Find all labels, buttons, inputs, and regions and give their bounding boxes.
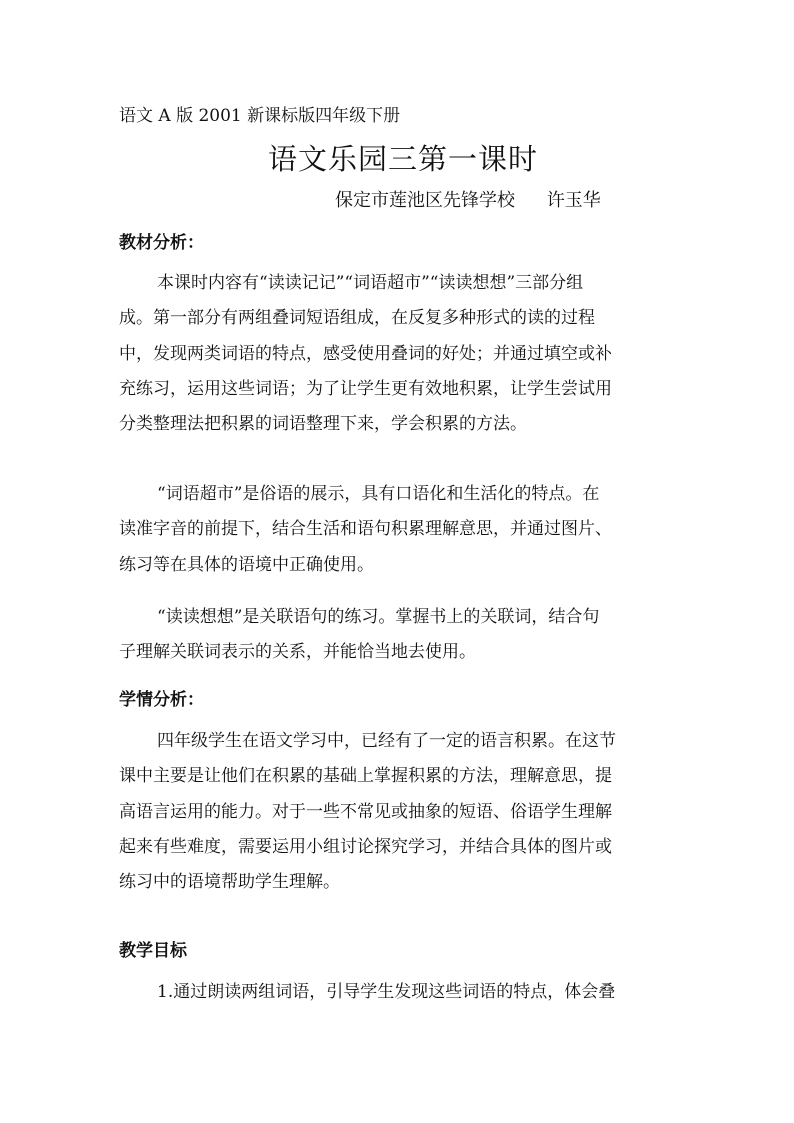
paragraph-line: 充练习，运用这些词语；为了让学生更有效地积累，让学生尝试用 [119, 378, 612, 399]
paragraph-textbook-analysis-2 [119, 477, 677, 583]
paragraph-line: 本课时内容有“读读记记”“词语超市”“读读想想”三部分组 [157, 273, 584, 293]
paragraph-line: 练习中的语境帮助学生理解。 [119, 872, 340, 893]
paragraph-line: 成。第一部分有两组叠词短语组成，在反复多种形式的读的过程 [119, 308, 595, 329]
paragraph-teaching-goals [119, 975, 677, 1010]
section-heading-teaching-goals: 教学目标 [119, 941, 187, 961]
paragraph-line: “读读想想”是关联语句的练习。掌握书上的关联词，结合句 [157, 607, 600, 627]
author-school: 保定市莲池区先锋学校 [335, 190, 515, 211]
section-heading-student-analysis: 学情分析： [119, 690, 204, 710]
paragraph-line: 课中主要是让他们在积累的基础上掌握积累的方法，理解意思，提 [119, 766, 612, 787]
paragraph-line: 分类整理法把积累的词语整理下来，学会积累的方法。 [119, 414, 527, 435]
author-line [335, 192, 601, 210]
textbook-series: 语文 A 版 2001 新课标版四年级下册 [119, 106, 401, 126]
paragraph-line: 1.通过朗读两组词语，引导学生发现这些词语的特点，体会叠 [157, 982, 616, 1002]
paragraph-line: 读准字音的前提下，结合生活和语句积累理解意思，并通过图片、 [119, 519, 612, 540]
paragraph-line: 中，发现两类词语的特点，感受使用叠词的好处；并通过填空或补 [119, 343, 612, 364]
paragraph-line: 高语言运用的能力。对于一些不常见或抽象的短语、俗语学生理解 [119, 801, 612, 822]
paragraph-line: 子理解关联词表示的关系，并能恰当地去使用。 [119, 642, 476, 663]
paragraph-textbook-analysis-3 [119, 600, 677, 671]
author-name: 许玉华 [546, 190, 601, 211]
section-heading-textbook-analysis: 教材分析： [119, 233, 204, 253]
paragraph-line: 练习等在具体的语境中正确使用。 [119, 554, 374, 575]
lesson-title: 语文乐园三第一课时 [268, 142, 539, 176]
paragraph-student-analysis [119, 724, 677, 900]
paragraph-line: 起来有些难度，需要运用小组讨论探究学习，并结合具体的图片或 [119, 836, 612, 857]
paragraph-line: 四年级学生在语文学习中，已经有了一定的语言积累。在这节 [157, 731, 616, 751]
paragraph-textbook-analysis-1 [119, 266, 677, 442]
paragraph-line: “词语超市”是俗语的展示，具有口语化和生活化的特点。在 [157, 484, 600, 504]
